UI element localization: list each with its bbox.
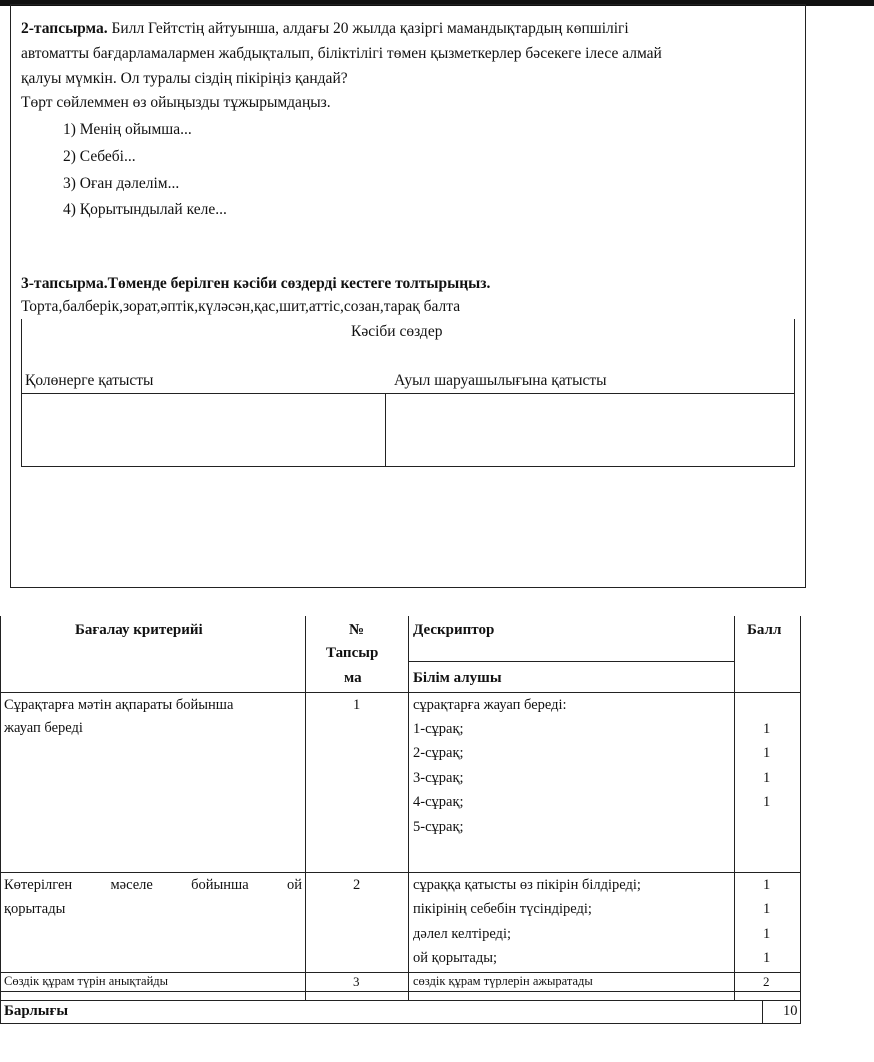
at-row3-rule-a <box>0 991 801 992</box>
at-row3-task: 3 <box>353 974 360 989</box>
at-row2-rule <box>0 972 801 973</box>
at-bottom-rule <box>0 1023 801 1024</box>
at-total-value: 10 <box>783 1003 798 1019</box>
at-header-learner: Білім алушы <box>413 670 502 686</box>
at-row2-score-1: 1 <box>763 877 771 893</box>
at-col2-border <box>408 616 409 1001</box>
at-row1-desc-1: 1-сұрақ; <box>413 721 464 737</box>
at-descriptor-subrule <box>409 661 734 662</box>
task3-words: Торта,балберік,зорат,әптік,күләсән,қас,шит,аттіс,созан,тарақ балта <box>21 298 461 315</box>
at-row1-task: 1 <box>353 697 361 713</box>
at-row1-desc-4: 4-сұрақ; <box>413 794 464 810</box>
at-row1-score-2: 1 <box>763 745 771 761</box>
at-row1-criteria-1: Сұрақтарға мәтін ақпараты бойынша <box>4 697 234 713</box>
at-row1-rule <box>0 872 801 873</box>
at-total-divider <box>762 1001 763 1024</box>
task2-item-4: 4) Қорытындылай келе... <box>63 201 227 218</box>
at-header-criteria: Бағалау критерийі <box>75 622 203 638</box>
at-row2-criteria-1: Көтерілген мәселе бойынша ой <box>4 877 302 893</box>
task2-line2: автоматты бағдарламалармен жабдықталып, біліктілігі төмен қызметкерлер бәсекеге ілесе алмай <box>21 45 662 62</box>
task2-line4: Төрт сөйлеммен өз ойыңызды тұжырымдаңыз. <box>21 94 331 111</box>
at-row2-criteria-2: қорытады <box>4 901 66 917</box>
at-row1-criteria-2: жауап береді <box>4 720 83 736</box>
at-row2-task: 2 <box>353 877 361 893</box>
at-col1-border <box>305 616 306 1001</box>
at-header-taskno-1: № <box>349 622 365 638</box>
at-left-border <box>0 616 1 1024</box>
at-header-taskno-2: Тапсыр <box>326 645 379 661</box>
task3-heading: 3-тапсырма.Төменде берілген кәсіби сөздерді кестеге толтырыңыз. <box>21 275 491 292</box>
at-row2-score-2: 1 <box>763 901 771 917</box>
at-row3-rule-b <box>0 1000 801 1001</box>
at-header-descriptor: Дескриптор <box>413 622 495 638</box>
wt-mid-border <box>385 393 386 467</box>
at-row1-desc-2: 2-сұрақ; <box>413 745 464 761</box>
wt-col-agriculture: Ауыл шаруашылығына қатысты <box>394 372 607 389</box>
at-row1-score-4: 1 <box>763 794 771 810</box>
at-row2-desc-3: ой қорытады; <box>413 950 498 966</box>
at-row1-desc-0: сұрақтарға жауап береді: <box>413 697 567 713</box>
task2-line3: қалуы мүмкін. Ол туралы сіздің пікіріңіз қандай? <box>21 70 348 87</box>
wt-col-crafts: Қолөнерге қатысты <box>25 372 154 389</box>
at-row2-desc-0: сұраққа қатысты өз пікірін білдіреді; <box>413 877 641 893</box>
at-header-taskno-3: ма <box>344 670 362 686</box>
task2-item-2: 2) Себебі... <box>63 148 136 165</box>
at-row1-score-3: 1 <box>763 770 771 786</box>
at-row2-score-4: 1 <box>763 950 771 966</box>
wt-header-rule <box>21 393 795 394</box>
at-header-rule <box>0 692 801 693</box>
at-row1-desc-5: 5-сұрақ; <box>413 819 464 835</box>
wt-title: Кәсіби сөздер <box>351 323 443 340</box>
at-col3-border <box>734 616 735 1001</box>
wt-bottom-rule <box>21 466 795 467</box>
at-right-border <box>800 616 801 1024</box>
task2-heading: 2-тапсырма. <box>21 20 108 37</box>
task2-item-1: 1) Менің ойымша... <box>63 121 192 138</box>
at-row1-score-1: 1 <box>763 721 771 737</box>
task-box <box>10 4 806 588</box>
at-row3-score: 2 <box>763 974 770 989</box>
at-row1-desc-3: 3-сұрақ; <box>413 770 464 786</box>
at-header-score: Балл <box>747 622 782 638</box>
task2-item-3: 3) Оған дәлелім... <box>63 175 180 192</box>
at-row2-desc-2: дәлел келтіреді; <box>413 926 511 942</box>
at-row3-desc: сөздік құрам түрлерін ажыратады <box>413 974 593 988</box>
task2-line1: 2-тапсырма. Билл Гейтстің айтуынша, алдағы 20 жылда қазіргі мамандықтардың көпшілігі <box>21 20 629 37</box>
at-row3-criteria: Сөздік құрам түрін анықтайды <box>4 974 169 988</box>
at-row2-score-3: 1 <box>763 926 771 942</box>
at-row2-desc-1: пікірінің себебін түсіндіреді; <box>413 901 592 917</box>
at-total-label: Барлығы <box>4 1003 69 1019</box>
